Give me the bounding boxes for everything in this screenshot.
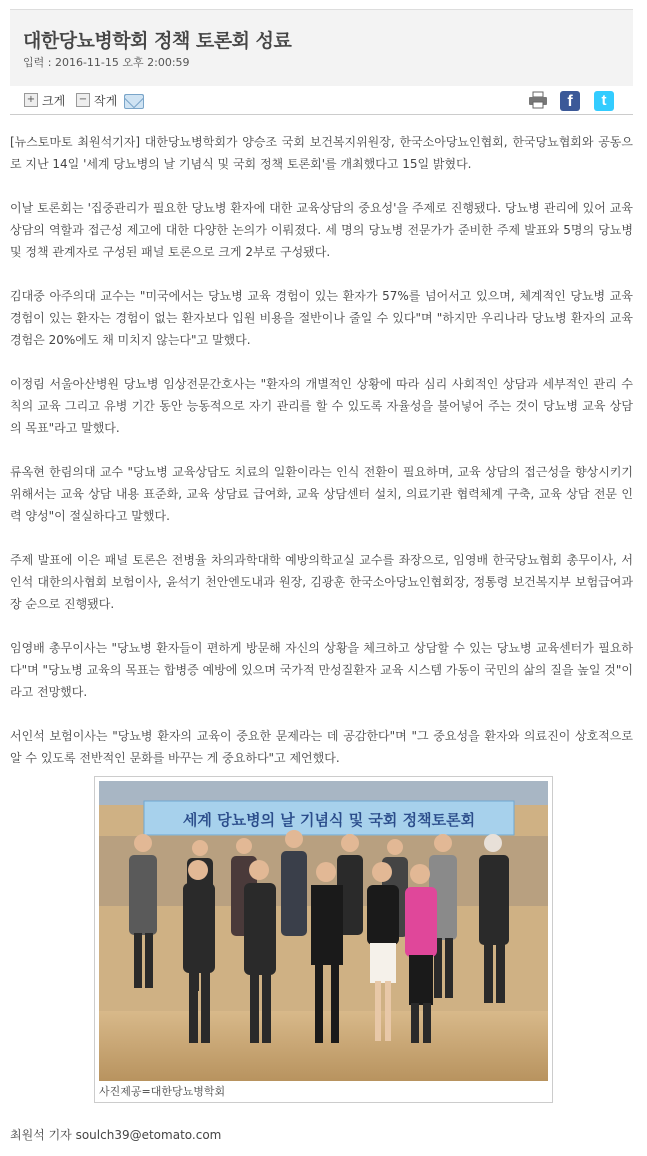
banner-text: 세계 당뇨병의 날 기념식 및 국회 정책토론회	[182, 811, 476, 829]
article-paragraph: 이정림 서울아산병원 당뇨병 임상전문간호사는 "환자의 개별적인 상황에 따라 심리 사회적인 상담과 세부적인 관리 수칙의 교육 그리고 유병 기간 동안 능동적으로 자기 관리를 할 수 있도록 자율성을 불어넣어 주는 것이 당뇨병 교육 상담의 목표"라고 말했다.	[10, 377, 633, 435]
font-larger-button[interactable]	[24, 92, 65, 108]
article-title: 대한당뇨병학회 정책 토론회 성료	[23, 30, 292, 52]
photo-caption: 사진제공=대한당뇨병학회	[99, 1085, 226, 1098]
twitter-icon[interactable]: t	[594, 91, 614, 111]
article-paragraph: 김대중 아주의대 교수는 "미국에서는 당뇨병 교육 경험이 있는 환자가 57%를 넘어서고 있으며, 체계적인 당뇨병 교육 경험이 있는 환자는 경험이 없는 환자보다 입원 비용을 절반이나 줄일 수 있다"며 "하지만 우리나라 당뇨병 환자의 교육 경험은 20%에도 채 미치지 않는다"고 말했다.	[10, 289, 633, 347]
font-smaller-label: 작게	[94, 93, 118, 108]
article-header	[10, 9, 633, 86]
article-paragraph: [뉴스토마토 최원석기자] 대한당뇨병학회가 양승조 국회 보건복지위원장, 한국소아당뇨인협회, 한국당뇨협회와 공동으로 지난 14일 '세계 당뇨병의 날 기념식 및 국회 정책 토론회'를 개최했다고 15일 밝혔다.	[10, 135, 633, 171]
article-byline: 최원석 기자 soulch39@etomato.com	[10, 1128, 222, 1142]
article-paragraph: 류옥현 한림의대 교수 "당뇨병 교육상담도 치료의 일환이라는 인식 전환이 필요하며, 교육 상담의 접근성을 향상시키기 위해서는 교육 상담 내용 표준화, 교육 상담료 급여화, 교육 상담센터 설치, 의료기관 협력체계 구축, 교육 상담 전문 인력 양성"이 절실하다고 말했다.	[10, 465, 633, 523]
article-paragraph: 주제 발표에 이은 패널 토론은 전병율 차의과학대학 예방의학교실 교수를 좌장으로, 임영배 한국당뇨협회 총무이사, 서인석 대한의사협회 보험이사, 윤석기 천안엔도내과 원장, 김광훈 한국소아당뇨인협회장, 정통령 보건복지부 보험급여과장 순으로 진행됐다.	[10, 553, 633, 611]
facebook-icon[interactable]: f	[560, 91, 580, 111]
group-photo	[99, 781, 548, 1081]
article-toolbar	[10, 88, 633, 115]
plus-icon: +	[24, 93, 38, 107]
minus-icon: −	[76, 93, 90, 107]
mail-icon[interactable]	[124, 94, 144, 109]
article-paragraph: 서인석 보험이사는 "당뇨병 환자의 교육이 중요한 문제라는 데 공감한다"며 "그 중요성을 환자와 의료진이 상호적으로 알 수 있도록 전반적인 문화를 바꾸는 게 중요하다"고 제언했다.	[10, 729, 633, 765]
photo-box	[94, 776, 553, 1103]
article-dateline: 입력 : 2016-11-15 오후 2:00:59	[23, 56, 190, 69]
article-paragraph: 임영배 총무이사는 "당뇨병 환자들이 편하게 방문해 자신의 상황을 체크하고 상담할 수 있는 당뇨병 교육센터가 필요하다"며 "당뇨병 교육의 목표는 합병증 예방에 있으며 국가적 만성질환자 교육 시스템 가동이 국민의 삶의 질을 높일 것"이라고 전망했다.	[10, 641, 633, 699]
article-paragraph: 이날 토론회는 '집중관리가 필요한 당뇨병 환자에 대한 교육상담의 중요성'을 주제로 진행됐다. 당뇨병 관리에 있어 교육상담의 역할과 접근성 제고에 대한 다양한 논의가 이뤄졌다. 세 명의 당뇨병 전문가가 준비한 주제 발표와 5명의 당뇨병 및 정책 관계자로 구성된 패널 토론으로 크게 2부로 구성됐다.	[10, 201, 633, 259]
font-smaller-button[interactable]	[76, 92, 117, 108]
print-icon[interactable]	[528, 91, 548, 109]
group-photo-illustration	[99, 781, 548, 1081]
article-body	[10, 131, 633, 791]
font-larger-label: 크게	[42, 93, 66, 108]
